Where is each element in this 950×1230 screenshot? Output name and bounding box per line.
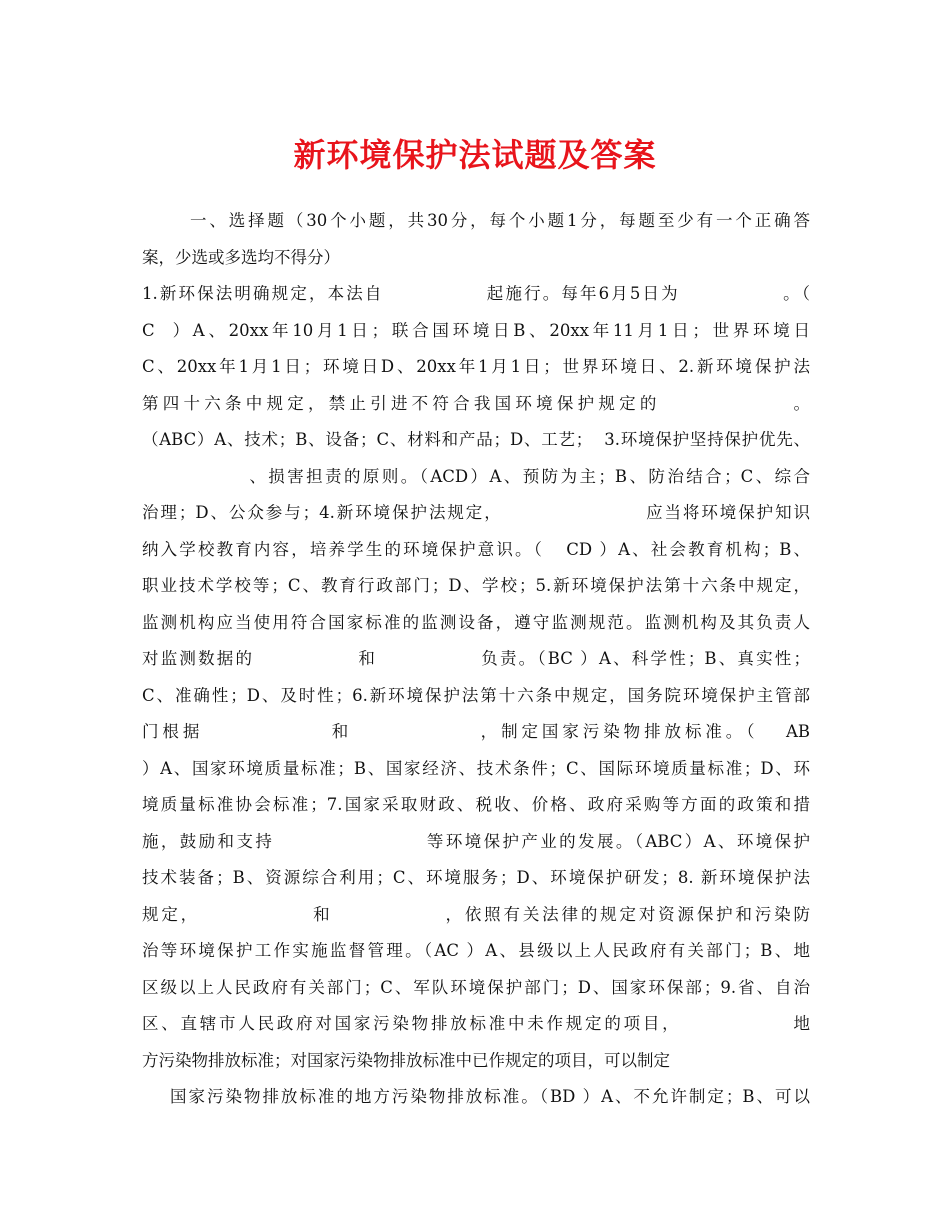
paragraph-line: 对监测数据的 和 负责。（BC ）A、科学性；B、真实性； bbox=[142, 649, 810, 668]
paragraph-line: 第四十六条中规定，禁止引进不符合我国环境保护规定的 。 bbox=[142, 393, 810, 413]
paragraph-line: 纳入学校教育内容，培养学生的环境保护意识。（ CD ）A、社会教育机构；B、 bbox=[142, 539, 810, 559]
paragraph-line: 监测机构应当使用符合国家标准的监测设备，遵守监测规范。监测机构及其负责人 bbox=[142, 612, 810, 632]
paragraph-line: 治理；D、公众参与；4.新环境保护法规定， 应当将环境保护知识 bbox=[142, 503, 810, 522]
paragraph-line: 案，少选或多选均不得分） bbox=[142, 247, 340, 267]
paragraph-line: 境质量标准协会标准；7.国家采取财政、税收、价格、政府采购等方面的政策和措 bbox=[142, 795, 810, 814]
paragraph-line: 方污染物排放标准；对国家污染物排放标准中已作规定的项目，可以制定 bbox=[142, 1050, 670, 1070]
paragraph-line: 门根据 和 ，制定国家污染物排放标准。（ AB bbox=[142, 722, 810, 741]
paragraph-line: 1.新环保法明确规定，本法自 起施行。每年6月5日为 。（ bbox=[142, 284, 810, 303]
paragraph-line: 职业技术学校等；C、教育行政部门；D、学校；5.新环境保护法第十六条中规定， bbox=[142, 576, 810, 595]
paragraph-line: 区、直辖市人民政府对国家污染物排放标准中未作规定的项目， 地 bbox=[142, 1014, 810, 1033]
paragraph-line: 一、选择题（30个小题，共30分，每个小题1分，每题至少有一个正确答 bbox=[190, 211, 810, 230]
paragraph-line: C ）A、20xx年10月1日；联合国环境日B、20xx年11月1日；世界环境日 bbox=[142, 320, 810, 340]
paragraph-line: 国家污染物排放标准的地方污染物排放标准。（BD ）A、不允许制定；B、可以 bbox=[170, 1087, 810, 1106]
paragraph-line: 技术装备；B、资源综合利用；C、环境服务；D、环境保护研发；8. 新环境保护法 bbox=[142, 868, 810, 887]
paragraph-line: ）A、国家环境质量标准；B、国家经济、技术条件；C、国际环境质量标准；D、环 bbox=[142, 758, 810, 778]
document-title: 新环境保护法试题及答案 bbox=[293, 136, 657, 174]
paragraph-line: 治等环境保护工作实施监督管理。（AC ）A、县级以上人民政府有关部门；B、地 bbox=[142, 941, 810, 960]
paragraph-line: C、准确性；D、及时性；6.新环境保护法第十六条中规定，国务院环境保护主管部 bbox=[142, 685, 810, 705]
paragraph-line: 区级以上人民政府有关部门；C、军队环境保护部门；D、国家环保部；9.省、自治 bbox=[142, 977, 810, 997]
paragraph-line: 、损害担责的原则。（ACD）A、预防为主；B、防治结合；C、综合 bbox=[142, 466, 810, 486]
paragraph-line: 施，鼓励和支持 等环境保护产业的发展。（ABC）A、环境保护 bbox=[142, 831, 810, 851]
document-body bbox=[142, 203, 810, 1116]
paragraph-line: C、20xx年1月1日；环境日D、20xx年1月1日；世界环境日、2.新环境保护法 bbox=[142, 357, 810, 376]
paragraph-line: 规定， 和 ，依照有关法律的规定对资源保护和污染防 bbox=[142, 904, 810, 924]
paragraph-line: （ABC）A、技术；B、设备；C、材料和产品；D、工艺； 3.环境保护坚持保护优先、 bbox=[142, 430, 810, 449]
